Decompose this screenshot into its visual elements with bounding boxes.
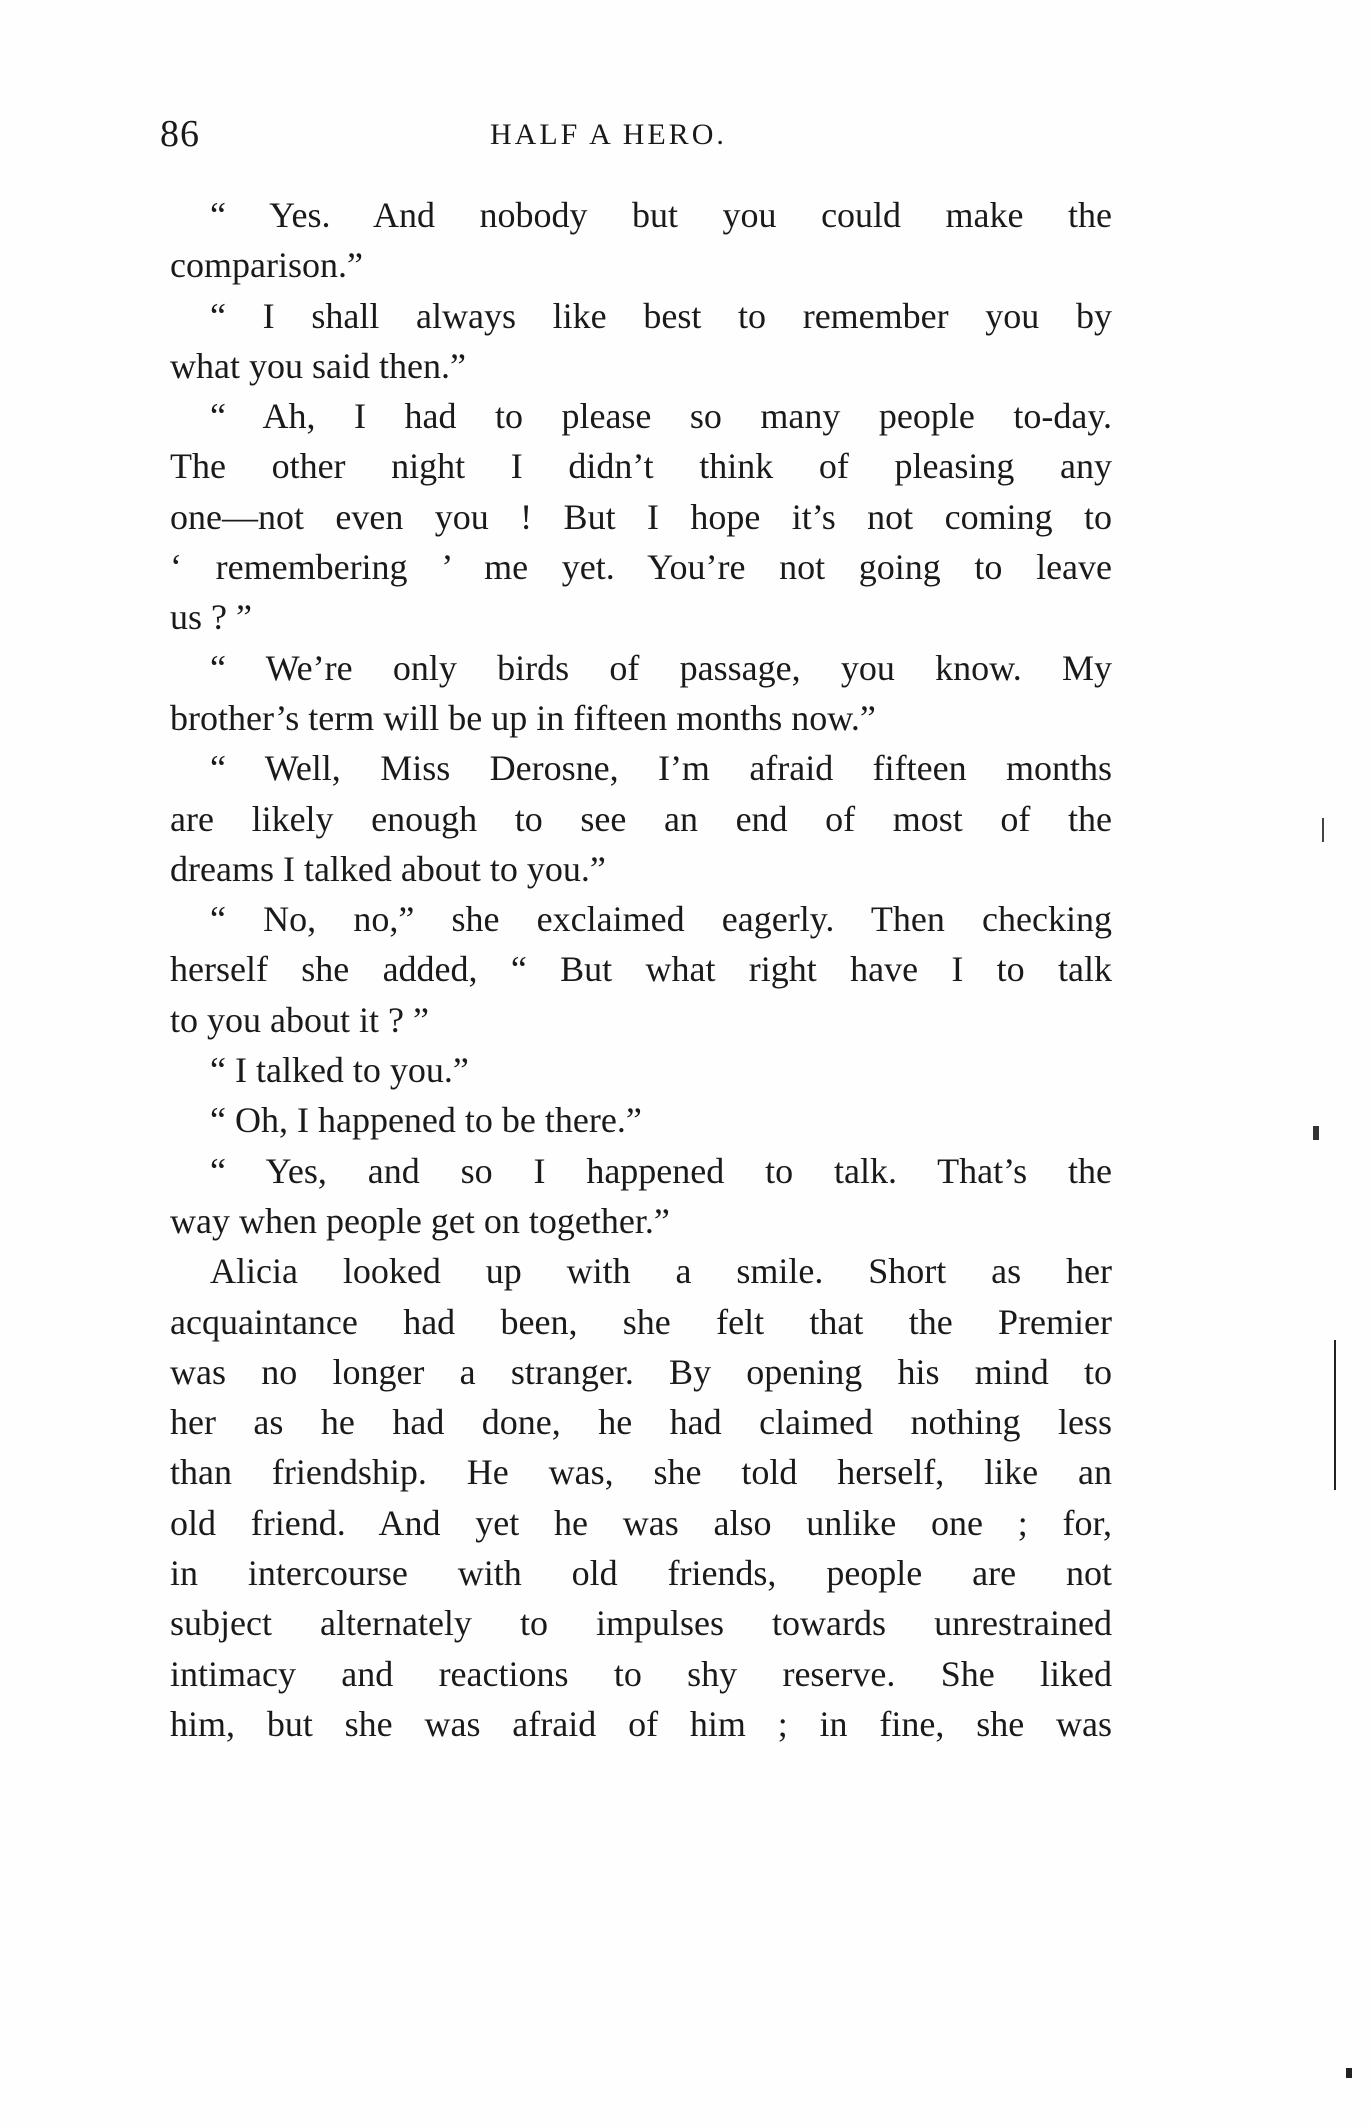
text-line: was no longer a stranger. By opening his mind to [170,1351,1112,1392]
text-line: The other night I didn’t think of pleasing any [170,446,1112,487]
text-line: one—not even you ! But I hope it’s not coming to [170,496,1112,537]
text-line: than friendship. He was, she told herself, like an [170,1452,1112,1493]
text-line: us ? ” [170,597,252,638]
text-line: brother’s term will be up in fifteen months now.” [170,697,876,738]
text-line: her as he had done, he had claimed nothing less [170,1402,1112,1443]
text-line: to you about it ? ” [170,999,429,1040]
body-text [170,190,1112,1749]
text-line: “ We’re only birds of passage, you know. My [210,647,1112,688]
text-line: “ No, no,” she exclaimed eagerly. Then checking [210,899,1112,940]
text-line: way when people get on together.” [170,1200,670,1241]
text-line: subject alternately to impulses towards unrestrained [170,1603,1112,1644]
text-line: “ I shall always like best to remember you by [210,295,1112,336]
text-line: “ Yes. And nobody but you could make the [210,195,1112,235]
page-number: 86 [160,113,200,155]
scan-mark [1322,818,1324,842]
text-line: intimacy and reactions to shy reserve. She liked [170,1653,1112,1694]
page-header [160,112,1110,160]
text-line: comparison.” [170,245,363,286]
text-line: herself she added, “ But what right have I to talk [170,949,1112,990]
text-line: “ Yes, and so I happened to talk. That’s the [210,1150,1112,1191]
scan-mark [1346,2068,1352,2078]
text-line: “ Oh, I happened to be there.” [210,1100,642,1141]
text-line: ‘ remembering ’ me yet. You’re not going to leave [170,547,1112,588]
text-line: Alicia looked up with a smile. Short as her [210,1251,1112,1292]
scan-mark [1313,1126,1319,1140]
text-line: “ I talked to you.” [210,1050,469,1091]
text-line: what you said then.” [170,345,466,386]
text-line: him, but she was afraid of him ; in fine, she was [170,1703,1112,1744]
text-line: dreams I talked about to you.” [170,848,606,889]
text-line: “ Ah, I had to please so many people to-day. [210,396,1112,437]
running-title: HALF A HERO. [490,118,727,151]
scan-mark [1334,1340,1336,1490]
text-line: old friend. And yet he was also unlike one ; for, [170,1502,1112,1543]
text-line: acquaintance had been, she felt that the Premier [170,1301,1112,1342]
text-line: “ Well, Miss Derosne, I’m afraid fifteen months [210,748,1112,789]
text-line: are likely enough to see an end of most of the [170,798,1112,839]
text-line: in intercourse with old friends, people are not [170,1553,1112,1594]
